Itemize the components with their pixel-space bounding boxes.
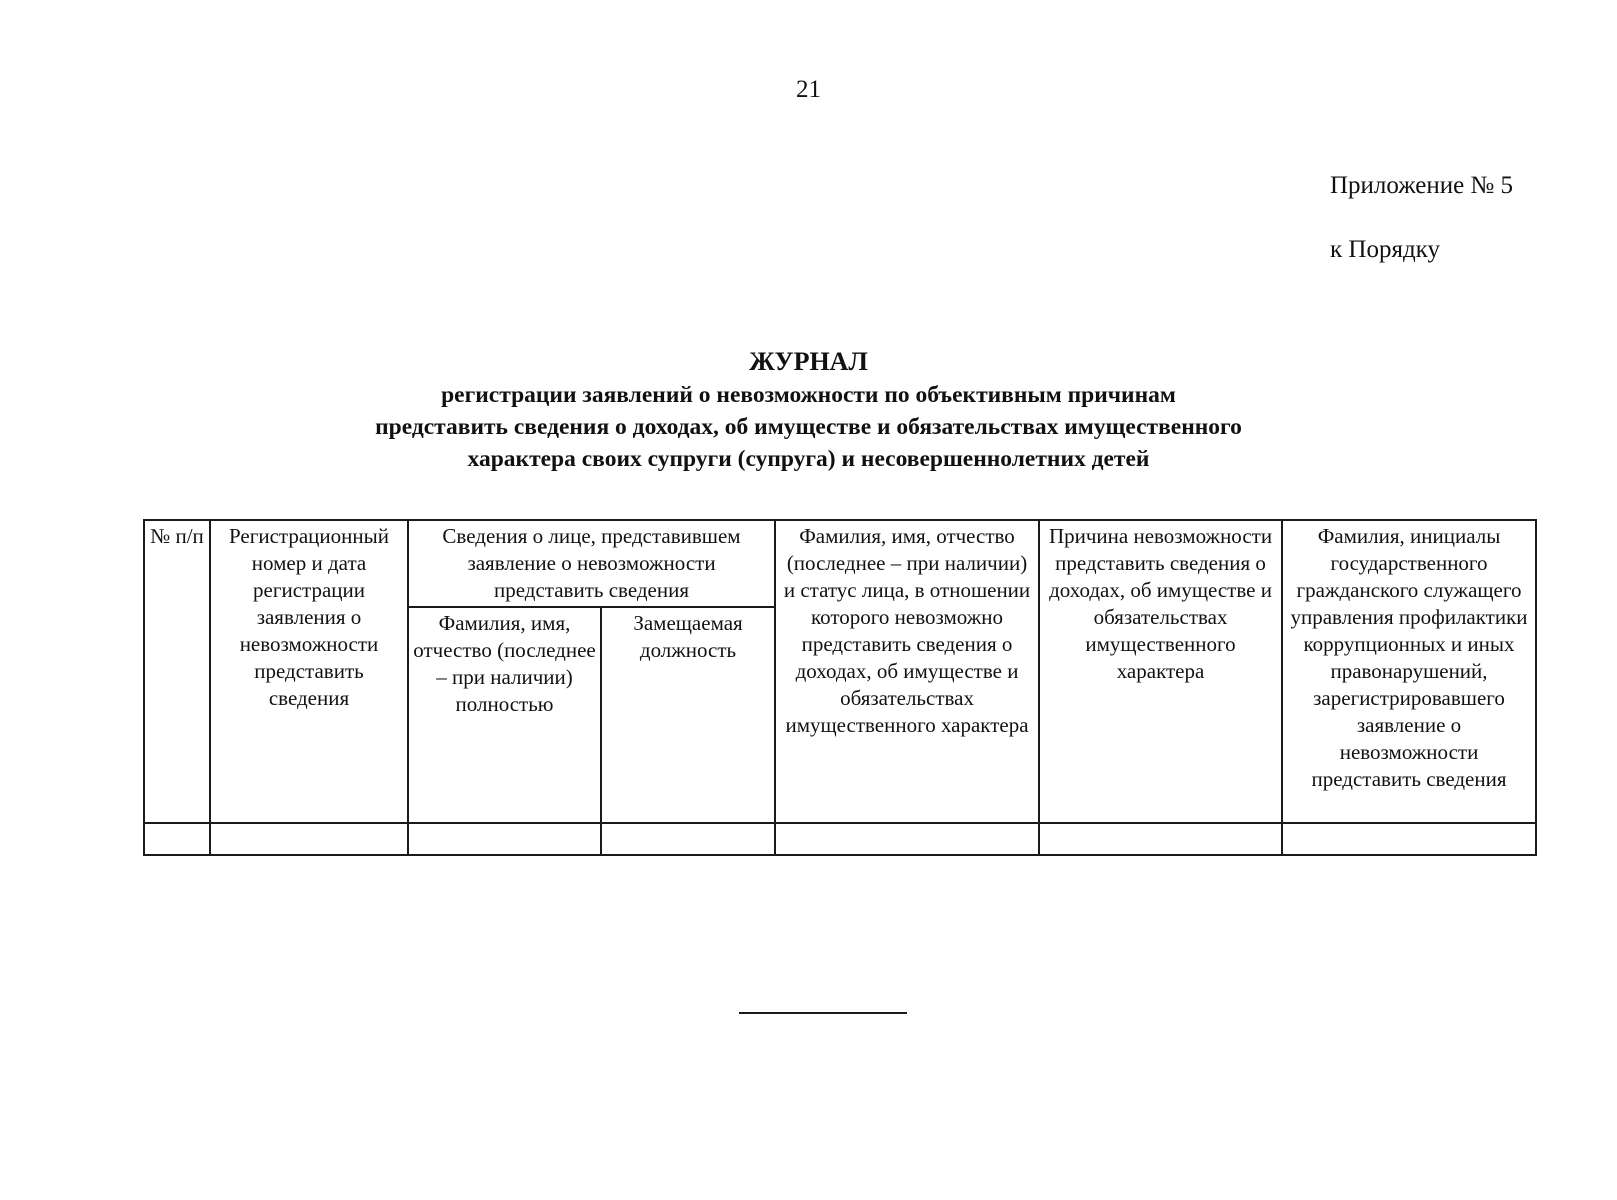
journal-table [143,519,1537,856]
table-cell[interactable] [601,823,775,855]
header-applicant-position: Замещаемая должность [601,607,775,823]
table-cell[interactable] [1039,823,1282,855]
header-registration: Регистрационный номер и дата регистрации заявления о невозможности представить сведения [210,520,408,823]
title-block [0,345,1617,475]
table-cell[interactable] [408,823,601,855]
bottom-divider [739,1012,907,1014]
header-registrar: Фамилия, инициалы государственного гражданского служащего управления профилактики коррупционных и иных правонарушений, зарегистрировавшего заявление о невозможности представить сведения [1282,520,1536,823]
table-cell[interactable] [144,823,210,855]
header-family-member: Фамилия, имя, отчество (последнее – при наличии) и статус лица, в отношении которого невозможно представить сведения о доходах, об имуществе и обязательствах имущественного характера [775,520,1039,823]
appendix-reference: к Порядку [1330,236,1440,263]
header-reason: Причина невозможности представить сведения о доходах, об имуществе и обязательствах имущественного характера [1039,520,1282,823]
appendix-label: Приложение № 5 [1330,172,1514,199]
document-subtitle-line-1: регистрации заявлений о невозможности по объективным причинам [441,382,1176,408]
table-row [144,823,1536,855]
document-title: ЖУРНАЛ [749,347,868,376]
table-header-row [144,520,1536,607]
document-subtitle-line-2: представить сведения о доходах, об имуществе и обязательствах имущественного [375,414,1242,440]
table-cell[interactable] [1282,823,1536,855]
page-number: 21 [796,76,821,103]
table-cell[interactable] [210,823,408,855]
table-cell[interactable] [775,823,1039,855]
document-subtitle-line-3: характера своих супруги (супруга) и несовершеннолетних детей [467,446,1150,472]
header-number: № п/п [144,520,210,823]
header-applicant-group: Сведения о лице, представившем заявление о невозможности представить сведения [408,520,775,607]
header-applicant-name: Фамилия, имя, отчество (последнее – при наличии) полностью [408,607,601,823]
